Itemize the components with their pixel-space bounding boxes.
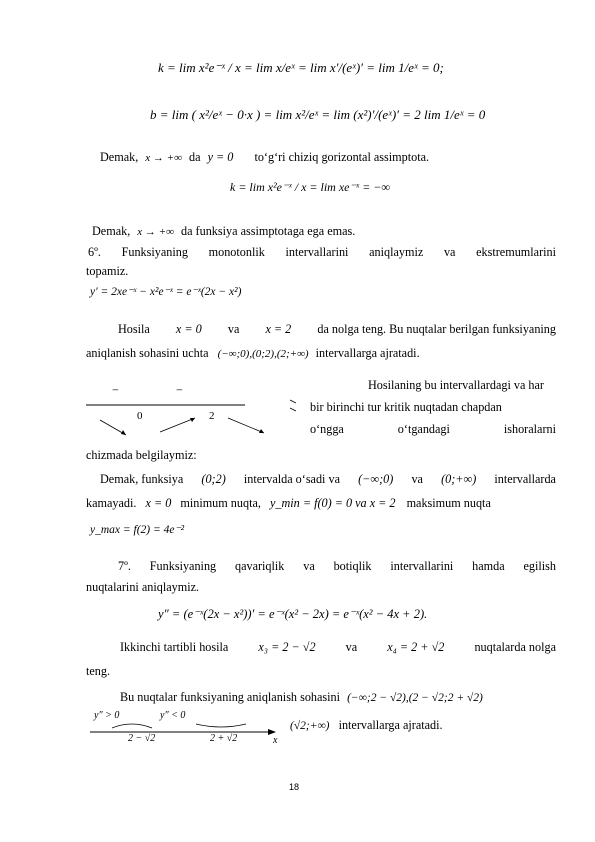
axis-label-concave: y″ < 0 bbox=[160, 710, 186, 721]
sign-point-2: 2 bbox=[209, 410, 215, 422]
point-x3: x₃ = 2 − √2 bbox=[258, 640, 316, 654]
root-x0: x = 0 bbox=[175, 322, 202, 336]
sign-minus-right: − bbox=[176, 383, 183, 397]
split-intervals: (−∞;2 − √2),(2 − √2;2 + √2) bbox=[347, 692, 483, 704]
axis-point-2: 2 + √2 bbox=[210, 733, 238, 744]
sign-minus-left: − bbox=[112, 383, 119, 397]
inflection-va: va bbox=[345, 640, 358, 654]
section-6-line-2: topamiz. bbox=[86, 264, 129, 278]
demak-suffix: da funksiya assimptotaga ega emas. bbox=[181, 224, 356, 238]
roots-intervals: (−∞;0),(0;2),(2;+∞) bbox=[217, 348, 309, 360]
demak-prefix: Demak, bbox=[100, 150, 139, 164]
last-interval-line bbox=[290, 718, 443, 733]
roots-text-a: Hosila bbox=[118, 322, 150, 336]
interval-decreasing-2: (0;+∞) bbox=[441, 472, 477, 486]
conclusion-a: Demak, funksiya bbox=[100, 472, 184, 486]
inflection-line-2: teng. bbox=[86, 664, 111, 678]
inflection-a: Ikkinchi tartibli hosila bbox=[120, 640, 229, 654]
condition: x → +∞ bbox=[137, 226, 174, 238]
formula-limit-b: b = lim ( x²/eˣ − 0·x ) = lim x²/eˣ = lim (x²)′/(eˣ)′ = 2 lim 1/eˣ = 0 bbox=[150, 107, 486, 122]
min-value-and-max-point: y_min = f(0) = 0 va x = 2 bbox=[269, 496, 396, 510]
split-text: Bu nuqtalar funksiyaning aniqlanish sohasini bbox=[120, 690, 341, 704]
interval-increasing: (0;2) bbox=[201, 472, 226, 486]
section-7-line-2: nuqtalarini aniqlaymiz. bbox=[86, 580, 200, 594]
formula-limit-k-minus: k = lim x²e⁻ˣ / x = lim xe⁻ˣ = −∞ bbox=[230, 180, 390, 194]
sign-point-0: 0 bbox=[137, 410, 143, 422]
axis-point-1: 2 − √2 bbox=[128, 733, 156, 744]
roots-text-b: da nolga teng. Bu nuqtalar berilgan funksiyaning bbox=[317, 322, 556, 336]
axis-variable: x bbox=[273, 735, 278, 746]
conclusion-kamayadi: kamayadi. bbox=[86, 496, 137, 510]
last-text: intervallarga ajratadi. bbox=[338, 718, 443, 732]
point-x4: x₄ = 2 + √2 bbox=[387, 640, 445, 654]
formula-limit-k: k = lim x²e⁻ˣ / x = lim x/eˣ = lim x′/(eˣ)′ = lim 1/eˣ = 0; bbox=[158, 60, 444, 75]
asymptote-equation: y = 0 bbox=[207, 150, 234, 164]
second-derivative-formula: y″ = (e⁻ˣ(2x − x²))′ = e⁻ˣ(x² − 2x) = e⁻ˣ(x² − 4x + 2). bbox=[158, 607, 428, 621]
section-6-line-1: 6º. Funksiyaning monotonlik intervallarini aniqlaymiz va ekstremumlarini bbox=[88, 245, 556, 259]
right-text-line-1: Hosilaning bu intervallardagi va har bbox=[368, 378, 544, 392]
root-x2: x = 2 bbox=[265, 322, 292, 336]
inflection-b: nuqtalarda nolga bbox=[474, 640, 556, 654]
demak-prefix: Demak, bbox=[92, 224, 131, 238]
axis-label-convex: y″ > 0 bbox=[94, 710, 120, 721]
conclusion-c: intervallarda bbox=[494, 472, 556, 486]
max-label: maksimum nuqta bbox=[406, 496, 491, 510]
min-point: x = 0 bbox=[145, 496, 172, 510]
right-text-line-4: chizmada belgilaymiz: bbox=[86, 448, 197, 462]
roots-va: va bbox=[227, 322, 240, 336]
conclusion-b: intervalda o‘sadi va bbox=[243, 472, 340, 486]
conclusion-va: va bbox=[411, 472, 423, 486]
right-text-line-3: o‘ngga o‘tgandagi ishoralarni bbox=[310, 422, 556, 436]
interval-decreasing-1: (−∞;0) bbox=[358, 472, 394, 486]
min-label: minimum nuqta, bbox=[180, 496, 261, 510]
demak-suffix: to‘g‘ri chiziq gorizontal assimptota. bbox=[254, 150, 430, 164]
first-derivative-formula: y′ = 2xe⁻ˣ − x²e⁻ˣ = e⁻ˣ(2x − x²) bbox=[90, 286, 242, 298]
roots-line2-a: aniqlanish sohasini uchta bbox=[86, 346, 209, 360]
max-value: y_max = f(2) = 4e⁻² bbox=[90, 524, 185, 536]
roots-line2-b: intervallarga ajratadi. bbox=[315, 346, 420, 360]
section-7-line-1: 7º. Funksiyaning qavariqlik va botiqlik intervallarini hamda egilish bbox=[118, 559, 556, 573]
last-interval: (√2;+∞) bbox=[290, 720, 330, 732]
da-word: da bbox=[189, 150, 201, 164]
right-text-line-2: bir birinchi tur kritik nuqtadan chapdan bbox=[310, 400, 502, 414]
page-number: 18 bbox=[289, 782, 300, 792]
condition: x → +∞ bbox=[145, 152, 182, 164]
